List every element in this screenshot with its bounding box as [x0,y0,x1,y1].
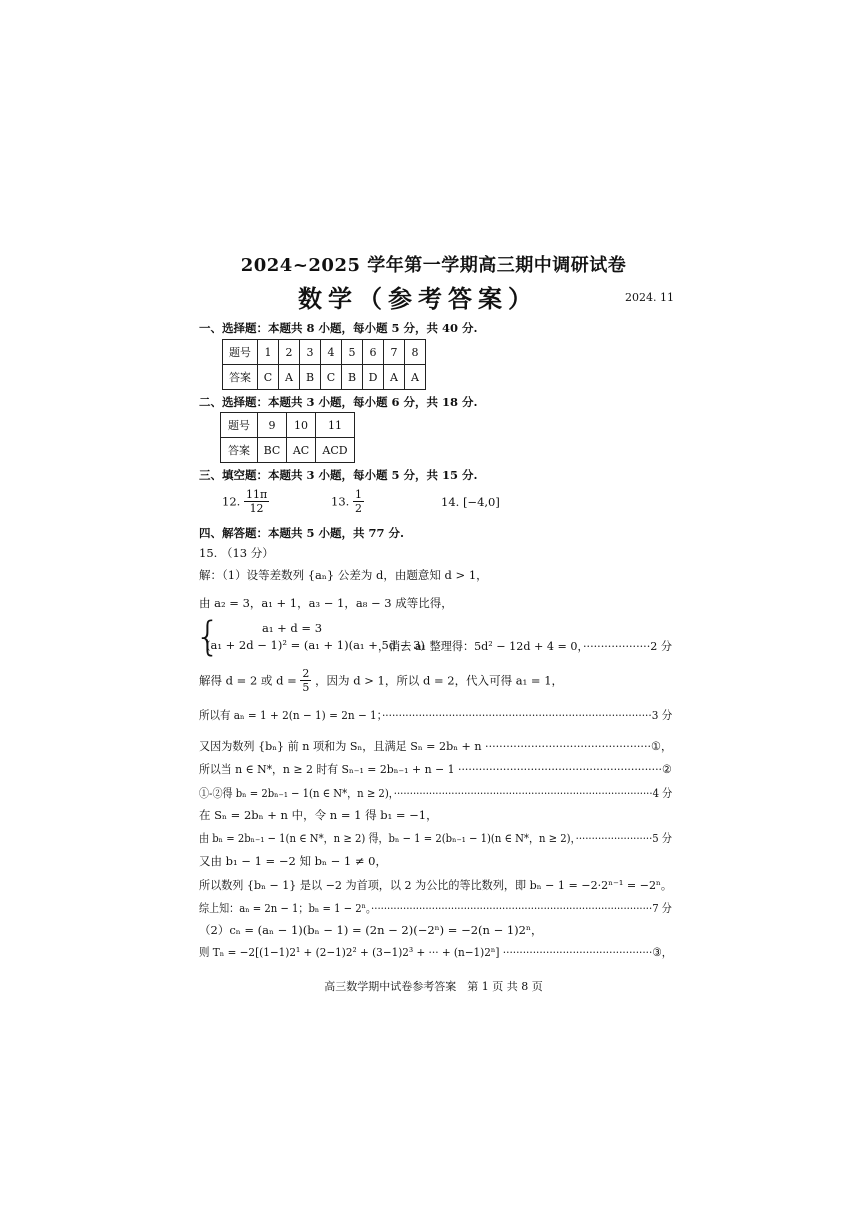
q12-denominator: 12 [249,502,264,515]
table-cell: C [321,365,342,390]
question-15-label: 15. （13 分） [199,546,274,560]
solution-line: 解：（1）设等差数列 {aₙ} 公差为 d，由题意知 d > 1， [199,568,488,582]
q13-fraction [353,488,364,515]
table-cell: 题号 [223,340,258,365]
answer-12 [222,488,269,515]
system-eq-top: a₁ + d = 3 [262,621,323,635]
solution-line: 则 Tₙ = −2[(1−1)2¹ + (2−1)2² + (3−1)2³ + ··· + (n−1)2ⁿ] ·············································③， [199,945,673,959]
table-cell: ACD [316,438,355,463]
table-cell: C [258,365,279,390]
table-cell: 题号 [221,413,258,438]
solution-line: 在 Sₙ = 2bₙ + n 中，令 n = 1 得 b₁ = −1， [199,808,438,822]
solution-text: ，因为 d > 1，所以 d = 2，代入可得 a₁ = 1， [315,673,564,688]
solution-line: 综上知：aₙ = 2n − 1；bₙ = 1 − 2ⁿ。························································································7 分 [199,901,672,915]
q13-label: 13. [331,494,350,509]
table-cell: 3 [300,340,321,365]
q13-denominator: 2 [354,502,362,515]
section1-heading: 一、选择题：本题共 8 小题，每小题 5 分，共 40 分. [199,321,478,335]
table-cell: D [363,365,384,390]
page-title: 2024~2025 学年第一学期高三期中调研试卷 [240,255,627,276]
table-cell: 4 [321,340,342,365]
q12-label: 12. [222,494,241,509]
solution-line: 所以当 n ∈ N*，n ≥ 2 时有 Sₙ₋₁ = 2bₙ₋₁ + n − 1 ···························································② [199,762,672,776]
table-cell: B [300,365,321,390]
solution-line: ，消去 a₁ 整理得：5d² − 12d + 4 = 0，···················2 分 [378,639,672,653]
table-cell: 11 [316,413,355,438]
exam-date: 2024. 11 [625,291,674,304]
table-row [223,340,426,365]
solution-line [199,667,563,694]
solution-line: 由 a₂ = 3，a₁ + 1，a₃ − 1，a₈ − 3 成等比得， [199,596,453,610]
fraction-numerator: 2 [302,667,310,680]
answer-table-1 [222,339,426,390]
table-cell: 答案 [223,365,258,390]
solution-line: 由 bₙ = 2bₙ₋₁ − 1(n ∈ N*，n ≥ 2) 得，bₙ − 1 = 2(bₙ₋₁ − 1)(n ∈ N*，n ≥ 2)，························5 分 [199,831,672,845]
solution-text: 解得 d = 2 或 d = [199,673,301,688]
solution-line: 所以数列 {bₙ − 1} 是以 −2 为首项，以 2 为公比的等比数列，即 bₙ − 1 = −2·2ⁿ⁻¹ = −2ⁿ。 [199,878,672,892]
answer-13 [331,488,364,515]
fraction-denominator: 5 [302,681,310,694]
table-cell: 10 [287,413,316,438]
table-cell: 6 [363,340,384,365]
q12-fraction [244,488,269,515]
answer-14: 14. [−4,0] [441,495,500,509]
q13-numerator: 1 [354,488,362,501]
table-cell: 9 [258,413,287,438]
table-cell: A [405,365,426,390]
page-subtitle: 数学（参考答案） [298,284,538,313]
page-footer: 高三数学期中试卷参考答案 第 1 页 共 8 页 [324,980,543,993]
fraction-2-5 [300,667,311,694]
q12-numerator: 11π [245,488,268,501]
solution-line: ①-②得 bₙ = 2bₙ₋₁ − 1(n ∈ N*，n ≥ 2)，·················································································4 分 [199,786,673,800]
solution-line: 所以有 aₙ = 1 + 2(n − 1) = 2n − 1；·················································································3 分 [199,708,673,722]
table-row [223,365,426,390]
table-cell: 1 [258,340,279,365]
system-brace: { [195,614,221,660]
table-cell: A [279,365,300,390]
table-cell: 2 [279,340,300,365]
table-cell: AC [287,438,316,463]
section4-heading: 四、解答题：本题共 5 小题，共 77 分. [199,526,405,540]
section2-heading: 二、选择题：本题共 3 小题，每小题 6 分，共 18 分. [199,395,478,409]
table-cell: 答案 [221,438,258,463]
answer-table-2 [220,412,355,463]
section3-heading: 三、填空题：本题共 3 小题，每小题 5 分，共 15 分. [199,468,478,482]
table-cell: A [384,365,405,390]
table-cell: B [342,365,363,390]
table-cell: 7 [384,340,405,365]
solution-line: 又由 b₁ − 1 = −2 知 bₙ − 1 ≠ 0， [199,854,387,868]
solution-line: （2）cₙ = (aₙ − 1)(bₙ − 1) = (2n − 2)(−2ⁿ) = −2(n − 1)2ⁿ， [199,923,543,937]
table-row [221,413,355,438]
table-row [221,438,355,463]
solution-line: 又因为数列 {bₙ} 前 n 项和为 Sₙ，且满足 Sₙ = 2bₙ + n ···············································①， [199,739,673,753]
table-cell: 8 [405,340,426,365]
table-cell: BC [258,438,287,463]
table-cell: 5 [342,340,363,365]
system-eq-bottom: (a₁ + 2d − 1)² = (a₁ + 1)(a₁ + 5d − 3) [206,638,425,652]
